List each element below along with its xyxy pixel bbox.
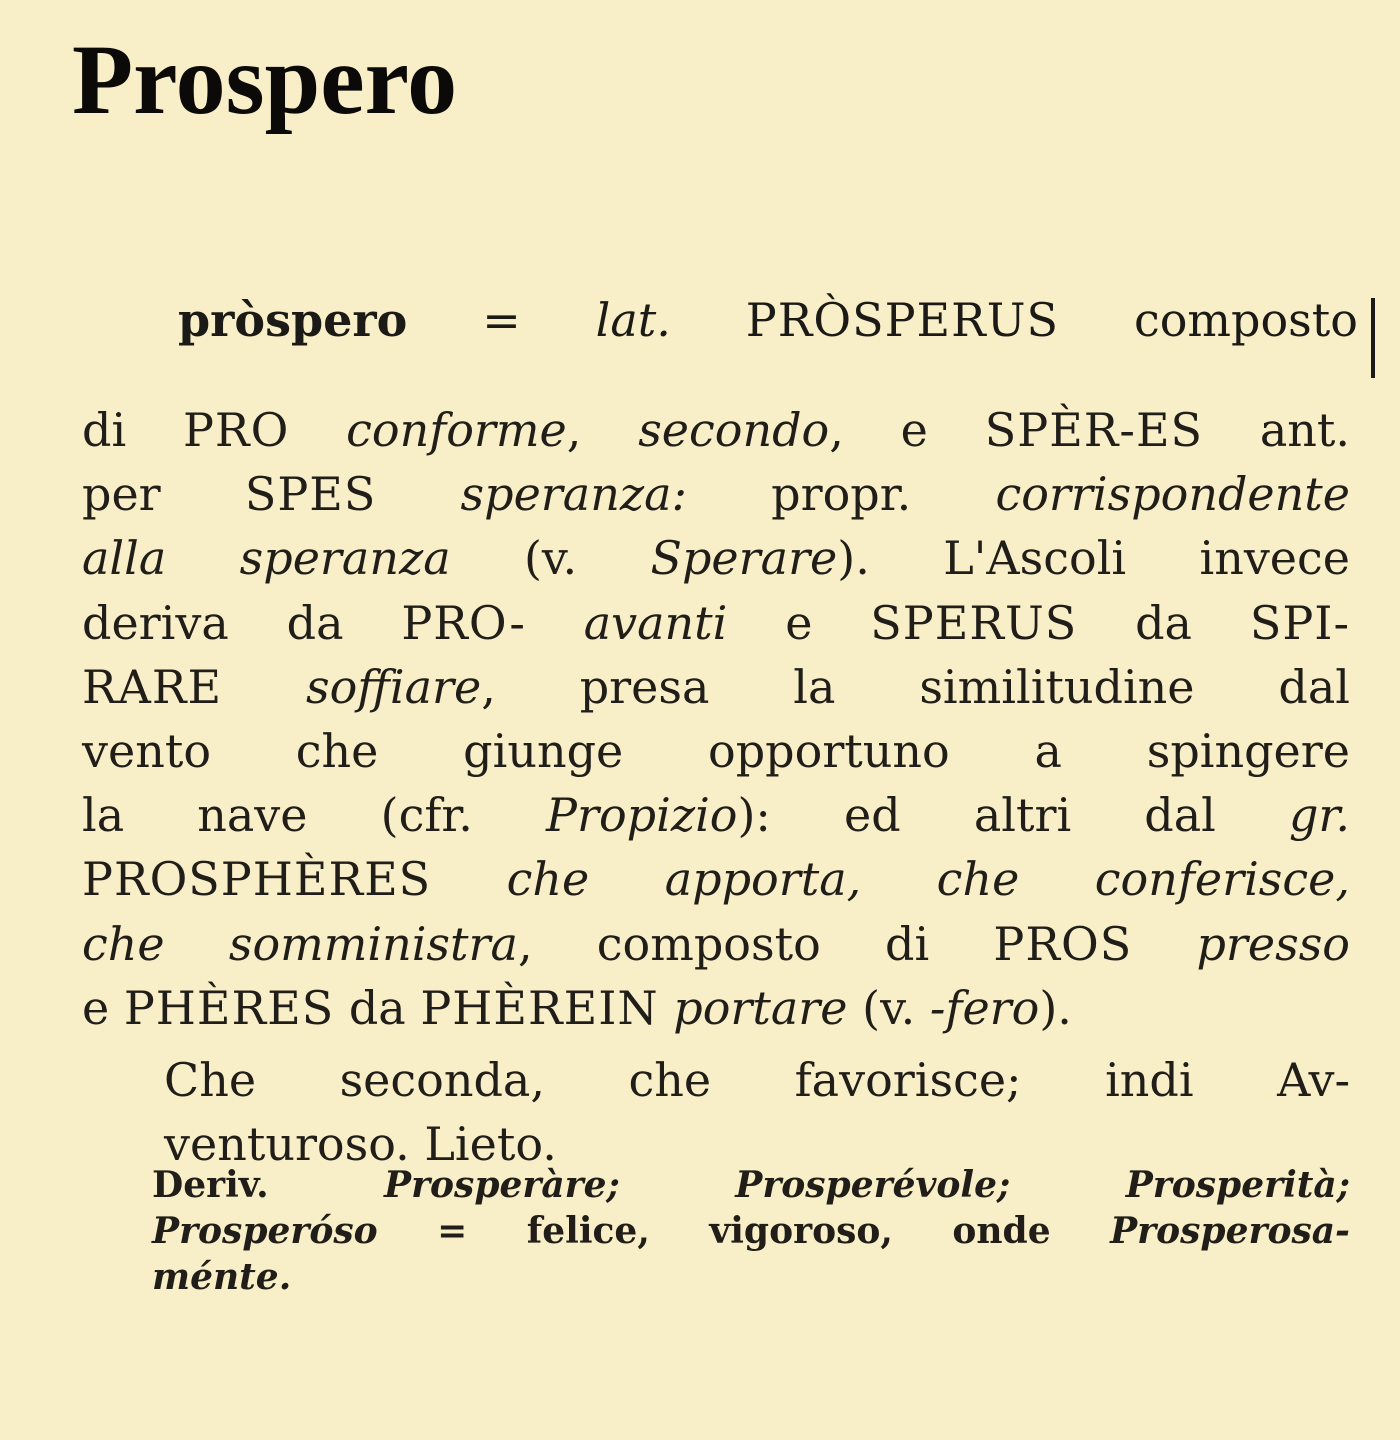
- etymology-line-4: deriva da PRO- avanti e SPERUS da SPI-: [82, 595, 1351, 650]
- page-title: Prospero: [72, 24, 458, 135]
- entry-first-line: [178, 290, 1358, 350]
- deriv-line-1: Deriv. Prosperàre; Prosperévole; Prosperità;: [152, 1164, 1350, 1206]
- meaning-paragraph: [92, 1048, 1350, 1176]
- entry-lat-label: lat.: [595, 293, 671, 347]
- etymology-line-2: per SPES speranza: propr. corrispondente: [82, 467, 1350, 522]
- derivatives-paragraph: [92, 1162, 1350, 1300]
- entry-lat-word: PRÒSPERUS: [745, 293, 1060, 347]
- text-cursor-mark: [1371, 298, 1375, 378]
- etymology-paragraph: [82, 398, 1350, 1040]
- etymology-line-7: la nave (cfr. Propizio): ed altri dal gr.: [82, 788, 1350, 843]
- entry-headword: pròspero: [178, 293, 408, 347]
- etymology-line-10: e PHÈRES da PHÈREIN portare (v. -fero).: [82, 980, 1072, 1035]
- deriv-line-3: ménte.: [152, 1256, 292, 1298]
- etymology-line-5: RARE soffiare, presa la similitudine dal: [82, 659, 1350, 714]
- etymology-line-3: alla speranza (v. Sperare). L'Ascoli invece: [82, 531, 1351, 586]
- etymology-line-1: di PRO conforme, secondo, e SPÈR-ES ant.: [82, 403, 1351, 457]
- meaning-line-1: Che seconda, che favorisce; indi Av-: [164, 1053, 1350, 1107]
- etymology-line-8: PROSPHÈRES che apporta, che conferisce,: [82, 852, 1350, 907]
- entry-composto: composto: [1133, 293, 1358, 347]
- entry-equals: =: [482, 293, 521, 347]
- meaning-line-2: venturoso. Lieto.: [164, 1117, 557, 1171]
- etymology-line-9: che somministra, composto di PROS presso: [82, 916, 1351, 971]
- deriv-line-2: Prosperóso = felice, vigoroso, onde Prosperosa-: [152, 1210, 1350, 1252]
- etymology-line-6: vento che giunge opportuno a spingere: [82, 724, 1350, 779]
